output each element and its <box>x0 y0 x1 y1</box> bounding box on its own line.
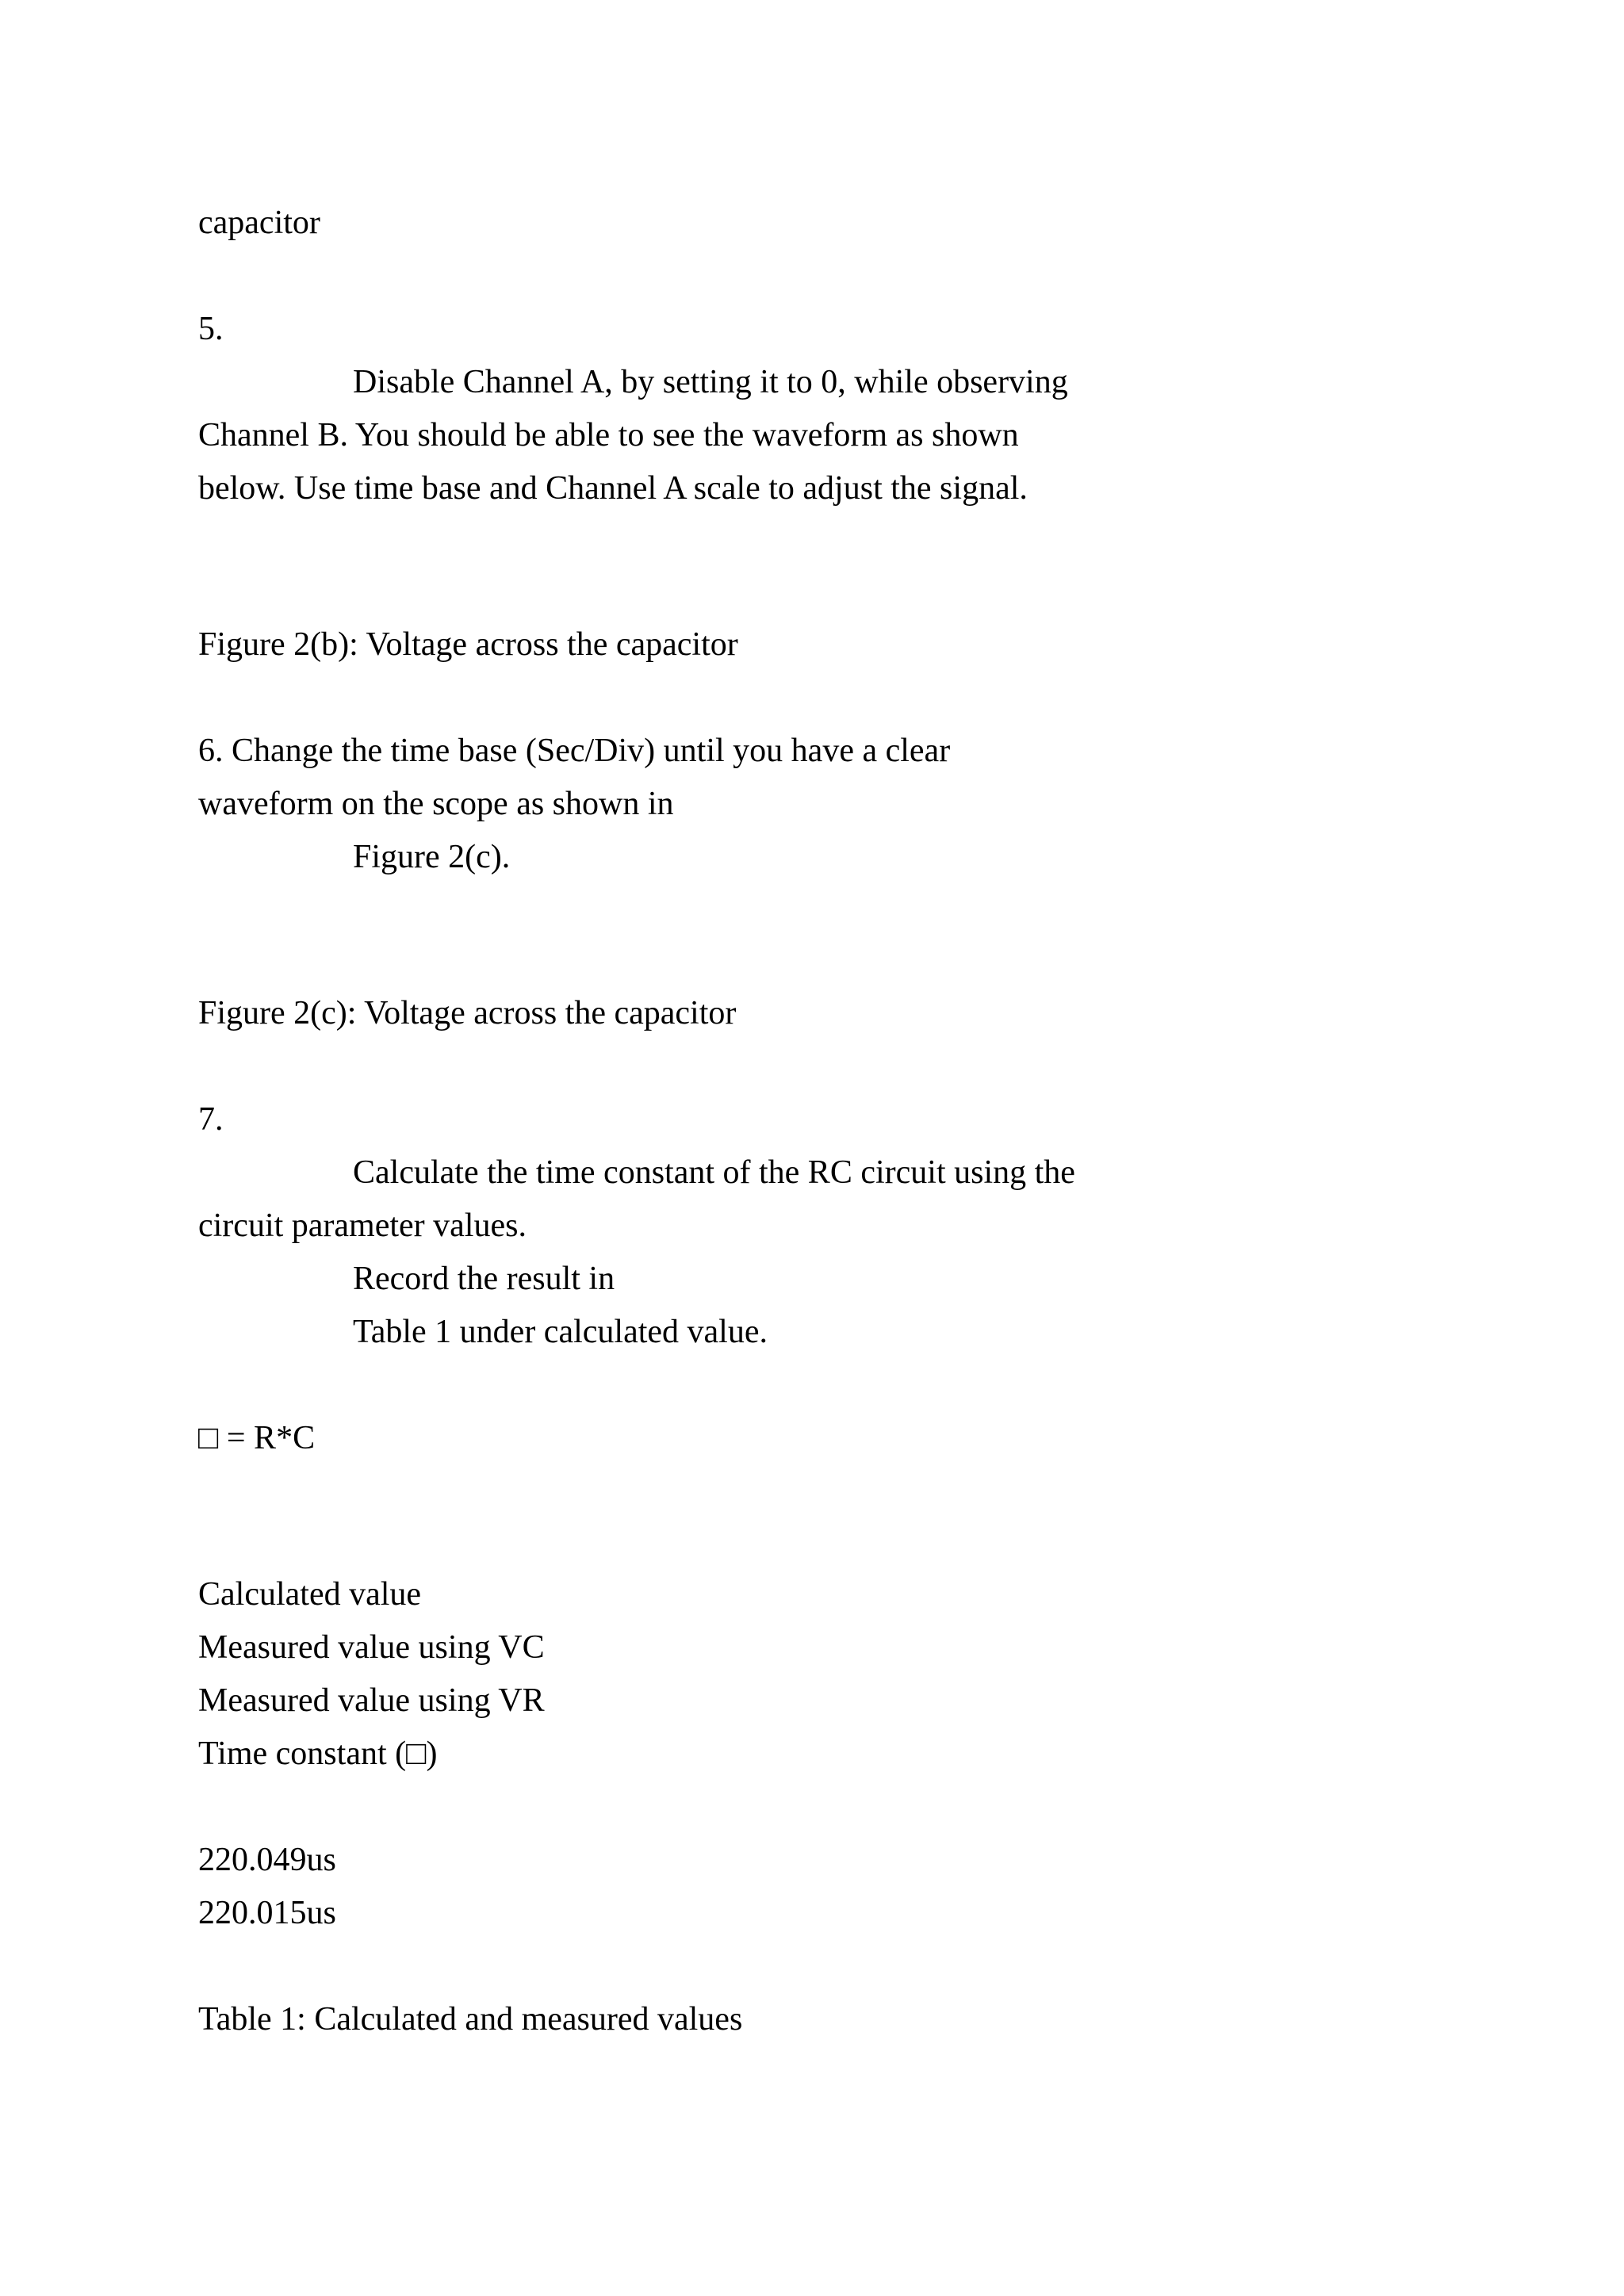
text-line-step6-body-1: 6. Change the time base (Sec/Div) until you have a clear <box>198 733 951 769</box>
text-line-step6-body-2: waveform on the scope as shown in <box>198 786 674 822</box>
text-line-table-header-measured-vr: Measured value using VR <box>198 1682 545 1719</box>
text-line-step5-body-3: below. Use time base and Channel A scale to adjust the signal. <box>198 470 1028 507</box>
text-line-step5-body-2: Channel B. You should be able to see the waveform as shown <box>198 417 1019 453</box>
text-line-capacitor: capacitor <box>198 205 320 241</box>
text-line-value-calculated: 220.049us <box>198 1842 336 1878</box>
text-line-table-1-caption: Table 1: Calculated and measured values <box>198 2001 743 2038</box>
text-line-figure-2c-caption: Figure 2(c): Voltage across the capacitor <box>198 995 737 1031</box>
text-line-figure-2b-caption: Figure 2(b): Voltage across the capacitor <box>198 626 738 663</box>
text-line-step7-number: 7. <box>198 1101 224 1138</box>
text-line-table-header-measured-vc: Measured value using VC <box>198 1629 545 1666</box>
text-line-step7-body-1: Calculate the time constant of the RC circuit using the <box>353 1154 1075 1191</box>
text-line-step6-figure-ref: Figure 2(c). <box>353 839 511 875</box>
text-line-step5-body-1: Disable Channel A, by setting it to 0, while observing <box>353 364 1068 400</box>
text-line-table-header-time-constant: Time constant (□) <box>198 1735 438 1772</box>
text-line-step7-body-3: Record the result in <box>353 1261 615 1297</box>
text-line-table-header-calculated: Calculated value <box>198 1576 422 1613</box>
text-line-value-measured: 220.015us <box>198 1895 336 1931</box>
text-line-step7-body-4: Table 1 under calculated value. <box>353 1314 768 1350</box>
text-line-step7-body-2: circuit parameter values. <box>198 1207 527 1244</box>
text-line-step5-number: 5. <box>198 311 224 347</box>
text-line-formula: □ = R*C <box>198 1420 316 1456</box>
